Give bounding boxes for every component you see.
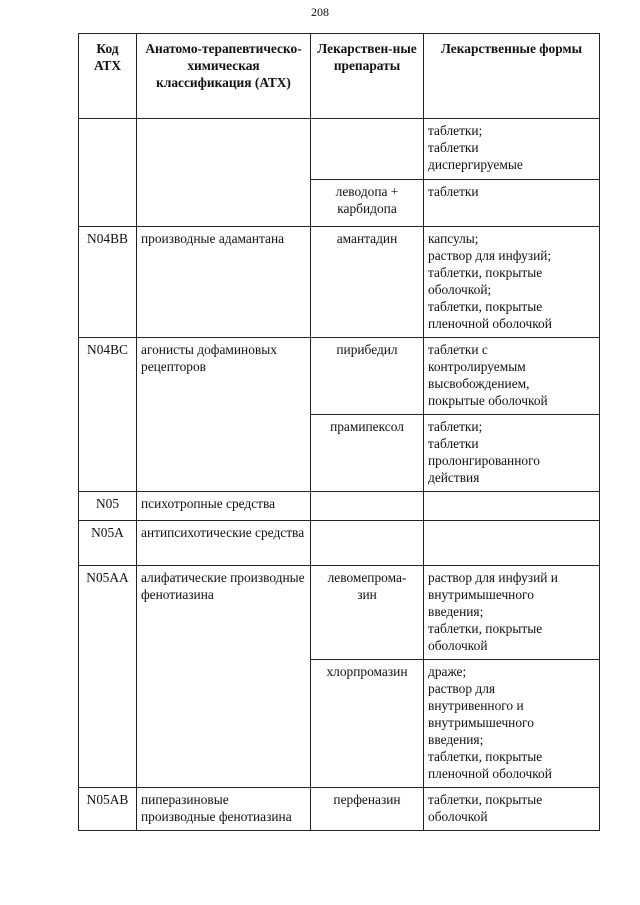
drug-cell — [311, 492, 424, 521]
atx-code-cell: N05 — [79, 492, 137, 521]
table-row — [79, 338, 600, 415]
form-cell — [424, 492, 600, 521]
atx-code-cell: N05A — [79, 521, 137, 566]
atx-class-cell: пиперазиновые производные фенотиазина — [137, 788, 311, 831]
atx-class-cell: производные адамантана — [137, 227, 311, 338]
atx-code-cell: N05AB — [79, 788, 137, 831]
drug-cell: пирибедил — [311, 338, 424, 415]
atx-code-cell: N04BC — [79, 338, 137, 492]
header-forms: Лекарственные формы — [424, 34, 600, 119]
atx-class-cell: антипсихотические средства — [137, 521, 311, 566]
atx-code-cell: N04BB — [79, 227, 137, 338]
table-row — [79, 521, 600, 566]
form-cell: раствор для инфузий и внутримышечного введения; таблетки, покрытые оболочкой — [424, 566, 600, 660]
table-row — [79, 227, 600, 338]
table-header-row — [79, 34, 600, 119]
atx-table — [78, 33, 600, 831]
form-cell: таблетки с контролируемым высвобождением, покрытые оболочкой — [424, 338, 600, 415]
form-cell: таблетки; таблетки пролонгированного действия — [424, 415, 600, 492]
atx-code-cell — [79, 119, 137, 227]
table-row — [79, 492, 600, 521]
drug-cell — [311, 521, 424, 566]
table-row — [79, 566, 600, 660]
form-cell: таблетки — [424, 180, 600, 227]
drug-cell: левомепрома- зин — [311, 566, 424, 660]
table-row — [79, 119, 600, 180]
page-number: 208 — [311, 5, 329, 19]
drug-cell: перфеназин — [311, 788, 424, 831]
header-drugs: Лекарствен-ные препараты — [311, 34, 424, 119]
form-cell: драже; раствор для внутривенного и внутримышечного введения; таблетки, покрытые пленочной оболочкой — [424, 660, 600, 788]
drug-cell: хлорпромазин — [311, 660, 424, 788]
drug-cell: леводопа + карбидопа — [311, 180, 424, 227]
table-row — [79, 788, 600, 831]
form-cell — [424, 521, 600, 566]
header-classification: Анатомо-терапевтическо-химическая классификация (АТХ) — [137, 34, 311, 119]
atx-class-cell: психотропные средства — [137, 492, 311, 521]
atx-class-cell: агонисты дофаминовых рецепторов — [137, 338, 311, 492]
form-cell: капсулы; раствор для инфузий; таблетки, покрытые оболочкой; таблетки, покрытые пленочной оболочкой — [424, 227, 600, 338]
atx-class-cell: алифатические производные фенотиазина — [137, 566, 311, 788]
atx-class-cell — [137, 119, 311, 227]
form-cell: таблетки; таблетки диспергируемые — [424, 119, 600, 180]
form-cell: таблетки, покрытые оболочкой — [424, 788, 600, 831]
drug-cell: амантадин — [311, 227, 424, 338]
header-code: Код АТХ — [79, 34, 137, 119]
drug-cell: прамипексол — [311, 415, 424, 492]
atx-code-cell: N05AA — [79, 566, 137, 788]
drug-cell — [311, 119, 424, 180]
